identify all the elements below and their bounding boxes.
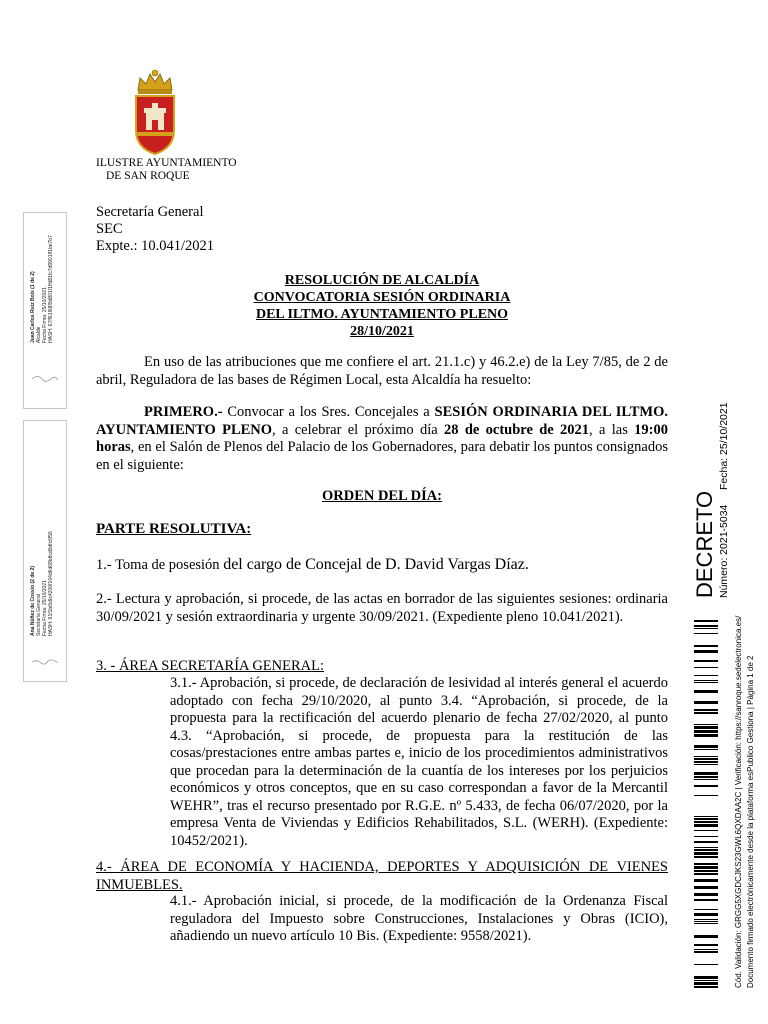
barcode-bar bbox=[694, 980, 718, 981]
primero-label: PRIMERO.- bbox=[144, 404, 223, 420]
barcode-bar bbox=[694, 776, 718, 778]
barcode-bar bbox=[694, 633, 718, 634]
barcode-bar bbox=[694, 785, 718, 787]
signature-1-text: Juan Carlos Ruiz Boix (1 de 2) Alcalde Fecha Firma: 25/10/2021 HASH: 67ff61f68f9d801f1ffd81fc7d9901ff1be7b7 bbox=[30, 235, 54, 343]
barcode-bar bbox=[694, 923, 718, 924]
barcode-bar bbox=[694, 879, 718, 882]
agenda-item-1: 1.- Toma de posesión del cargo de Concejal de D. David Vargas Díaz. bbox=[96, 556, 529, 573]
barcode-bar bbox=[694, 645, 718, 647]
department-block bbox=[96, 204, 214, 255]
barcode-bar bbox=[694, 909, 718, 910]
signature-1-scribble bbox=[30, 373, 60, 383]
barcode-bar bbox=[694, 682, 718, 683]
barcode-bar bbox=[694, 724, 718, 725]
barcode-bar bbox=[694, 821, 718, 823]
barcode-bar bbox=[694, 795, 718, 796]
barcode-bar bbox=[694, 913, 718, 916]
barcode-bar bbox=[694, 726, 718, 729]
barcode-bar bbox=[694, 667, 718, 668]
barcode-bar bbox=[694, 863, 718, 865]
agenda-item-3-1: 3.1.- Aprobación, si procede, de declaración de lesividad al interés general el acuerdo adoptado con fecha 29/10/2020, al punto 3.4. “Aprobación, si procede, de la propuesta para la rectificación del acuerdo plenario de fecha 27/02/2020, al punto 4.3. “Aprobación, si procede, de propuesta para la restitución de las cosas/prestaciones entre ambas partes e, inicio de los procedimientos administrativos que procedan para la determinación de la cuantía de los intereses por los perjuicios económicos y otros conceptos, que en su caso correspondan a favor de la Mercantil WEHR”, tras el recurso presentado por R.G.E. nº 5.433, de fecha 06/07/2020, por la empresa Venta de Viviendas y Edificios Rehabilitados, S.L. (WERH). (Expediente: 10452/2021). bbox=[170, 675, 668, 849]
barcode-bar bbox=[694, 816, 718, 817]
barcode-bar bbox=[694, 650, 718, 653]
barcode-bar bbox=[694, 758, 718, 760]
barcode-bar bbox=[694, 761, 718, 763]
barcode-bar bbox=[694, 847, 718, 848]
barcode-bar bbox=[694, 709, 718, 711]
barcode-bar bbox=[694, 836, 718, 837]
intro-paragraph: En uso de las atribuciones que me confiere el art. 21.1.c) y 46.2.e) de la Ley 7/85, de 2 de abril, Reguladora de las bases de Régimen Local, esta Alcaldía ha resuelto: bbox=[96, 354, 668, 388]
barcode-bar bbox=[694, 944, 718, 946]
barcode-bar bbox=[694, 660, 718, 662]
barcode-bar bbox=[694, 830, 718, 831]
barcode-bar bbox=[694, 856, 718, 858]
barcode-bar bbox=[694, 852, 718, 855]
barcode bbox=[694, 620, 718, 988]
barcode-bar bbox=[694, 873, 718, 875]
barcode-bar bbox=[694, 745, 718, 748]
agenda-item-2: 2.- Lectura y aprobación, si procede, de las actas en borrador de las siguientes sesiones: ordinaria 30/09/2021 y sesión extraordinaria y urgente 30/09/2021. (Expediente pleno 10.041/2021). bbox=[96, 591, 668, 625]
area-3-heading: 3. - ÁREA SECRETARÍA GENERAL: bbox=[96, 658, 325, 674]
signature-box-2 bbox=[23, 420, 67, 682]
barcode-bar bbox=[694, 756, 718, 757]
decree-number: Número: 2021-5034 bbox=[718, 504, 730, 598]
barcode-bar bbox=[694, 866, 718, 869]
barcode-bar bbox=[694, 982, 718, 985]
barcode-bar bbox=[694, 841, 718, 843]
barcode-bar bbox=[694, 976, 718, 979]
title-line-2: CONVOCATORIA SESIÓN ORDINARIA bbox=[253, 290, 511, 305]
barcode-bar bbox=[694, 893, 718, 896]
section-heading-resolutiva: PARTE RESOLUTIVA: bbox=[96, 521, 252, 537]
barcode-bar bbox=[694, 734, 718, 737]
barcode-bar bbox=[694, 849, 718, 851]
title-line-1: RESOLUCIÓN DE ALCALDÍA bbox=[284, 273, 480, 288]
verification-line-2: Documento firmado electrónicamente desde la plataforma esPublico Gestiona | Página 1 de 2 bbox=[746, 655, 755, 988]
barcode-bar bbox=[694, 824, 718, 827]
barcode-bar bbox=[694, 690, 718, 693]
section-code: SEC bbox=[96, 221, 123, 237]
org-line-1: ILUSTRE AYUNTAMIENTO bbox=[96, 157, 237, 169]
barcode-bar bbox=[694, 964, 718, 965]
organization-name bbox=[96, 157, 237, 183]
barcode-bar bbox=[694, 921, 718, 922]
org-line-2: DE SAN ROQUE bbox=[106, 170, 190, 182]
title-line-3: DEL ILTMO. AYUNTAMIENTO PLENO bbox=[255, 307, 509, 322]
barcode-bar bbox=[694, 949, 718, 950]
barcode-bar bbox=[694, 749, 718, 750]
department: Secretaría General bbox=[96, 204, 204, 220]
barcode-bar bbox=[694, 818, 718, 820]
barcode-bar bbox=[694, 625, 718, 627]
decree-stamp bbox=[688, 390, 748, 610]
area-4-heading: 4.- ÁREA DE ECONOMÍA Y HACIENDA, DEPORTES Y ADQUISICIÓN DE VIENES INMUEBLES. bbox=[96, 859, 668, 893]
barcode-bar bbox=[694, 951, 718, 953]
barcode-bar bbox=[694, 712, 718, 714]
barcode-bar bbox=[694, 675, 718, 676]
barcode-bar bbox=[694, 899, 718, 901]
barcode-bar bbox=[694, 919, 718, 920]
barcode-bar bbox=[694, 701, 718, 704]
barcode-bar bbox=[694, 628, 718, 629]
barcode-bar bbox=[694, 870, 718, 872]
signature-2-scribble bbox=[30, 657, 60, 667]
agenda-item-4-1: 4.1.- Aprobación inicial, si procede, de la modificación de la Ordenanza Fiscal reguladora del Impuesto sobre Construcciones, Instalaciones y Obras (ICIO), añadiendo un nuevo artículo 10 Bis. (Expediente: 9558/2021). bbox=[170, 893, 668, 944]
barcode-bar bbox=[694, 772, 718, 775]
barcode-bar bbox=[694, 764, 718, 765]
barcode-bar bbox=[694, 935, 718, 938]
signature-2-text: Ana Núñez de Cossío (2 de 2) Secretaria General Fecha Firma: 25/10/2021 HASH: 61f1b6b9c4200f104d6d68b8cd0dfc6f56 bbox=[30, 531, 54, 636]
file-number: Expte.: 10.041/2021 bbox=[96, 238, 215, 254]
barcode-bar bbox=[694, 620, 718, 622]
barcode-bar bbox=[694, 730, 718, 733]
document-title bbox=[96, 272, 668, 340]
barcode-bar bbox=[694, 680, 718, 681]
barcode-bar bbox=[694, 886, 718, 889]
decree-label: DECRETO bbox=[692, 490, 717, 598]
verification-line-1: Cód. Validación: GRGG5XGDCJKS23GWL6QXDAA2C | Verificación: https://sanroque.sedelectronica.es/ bbox=[734, 615, 743, 988]
coat-of-arms-logo bbox=[130, 68, 180, 158]
barcode-bar bbox=[694, 986, 718, 988]
agenda-heading: ORDEN DEL DÍA: bbox=[321, 488, 443, 504]
barcode-bar bbox=[694, 779, 718, 780]
signature-box-1 bbox=[23, 212, 67, 409]
decree-date: Fecha: 25/10/2021 bbox=[718, 402, 730, 490]
primero-paragraph: PRIMERO.- Convocar a los Sres. Concejales a SESIÓN ORDINARIA DEL ILTMO. AYUNTAMIENTO PLENO, a celebrar el próximo día 28 de octubre de 2021, a las 19:00 horas, en el Salón de Plenos del Palacio de los Gobernadores, para debatir los puntos consignados en el siguiente: bbox=[96, 404, 668, 473]
title-line-4: 28/10/2021 bbox=[350, 324, 414, 339]
